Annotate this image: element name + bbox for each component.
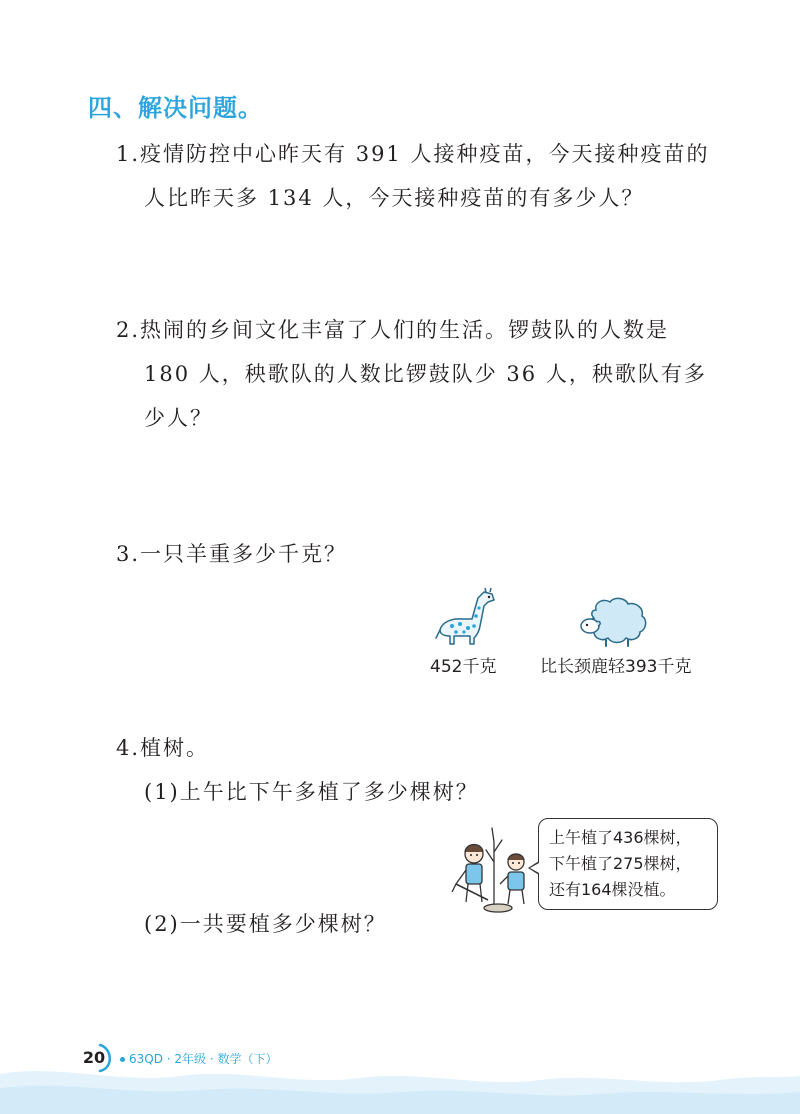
question-4-sub-1: (1)上午比下午多植了多少棵树？ xyxy=(144,780,479,804)
section-title: 四、解决问题。 xyxy=(88,94,263,122)
footer-text xyxy=(120,1050,277,1067)
question-3 xyxy=(116,532,347,576)
footer-book-info: 63QD · 2年级 · 数学（下） xyxy=(129,1052,278,1066)
question-4-sub-2: (2)一共要植多少棵树？ xyxy=(144,912,387,936)
kids-planting-tree-icon xyxy=(448,822,534,916)
question-1-line-2: 人比昨天多 134 人，今天接种疫苗的有多少人？ xyxy=(144,186,645,210)
question-2-line-2: 180 人，秧歌队的人数比锣鼓队少 36 人，秧歌队有多 xyxy=(144,362,707,386)
footer-wave xyxy=(0,1034,800,1114)
page-number: 20 xyxy=(82,1048,106,1067)
question-2-line-1: 2.热闹的乡间文化丰富了人们的生活。锣鼓队的人数是 xyxy=(116,318,670,342)
footer-dot-icon xyxy=(120,1057,125,1062)
question-2 xyxy=(116,308,707,440)
bubble-line-3: 还有164棵没植。 xyxy=(549,880,676,899)
bubble-line-1: 上午植了436棵树， xyxy=(549,828,692,847)
question-1-line-1: 1.疫情防控中心昨天有 391 人接种疫苗，今天接种疫苗的 xyxy=(116,142,710,166)
bubble-line-2: 下午植了275棵树， xyxy=(549,854,692,873)
question-3-line-1: 3.一只羊重多少千克？ xyxy=(116,542,348,566)
sheep-icon xyxy=(576,596,650,648)
question-2-line-3: 少人？ xyxy=(144,406,213,430)
question-1 xyxy=(116,132,709,220)
sheep-weight-label: 比长颈鹿轻393千克 xyxy=(540,657,692,677)
question-4-title: 4.植树。 xyxy=(116,736,210,760)
giraffe-weight-label: 452千克 xyxy=(430,657,497,677)
speech-bubble-tail xyxy=(528,861,539,875)
question-4 xyxy=(116,726,209,770)
giraffe-icon xyxy=(432,586,500,646)
speech-bubble xyxy=(538,818,718,910)
